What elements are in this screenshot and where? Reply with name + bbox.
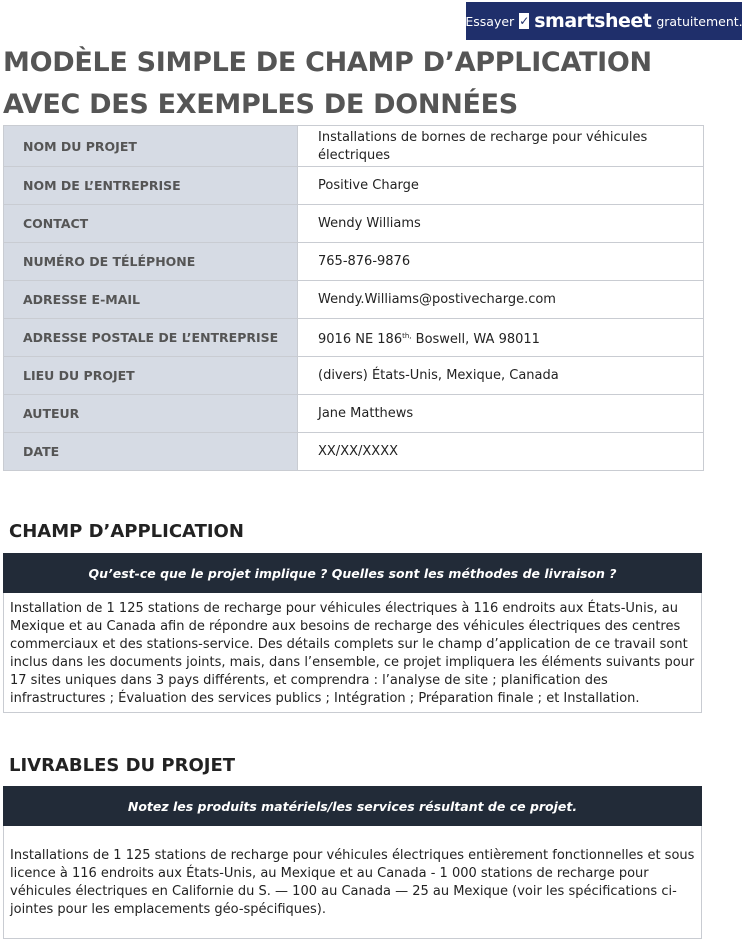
table-row: [4, 167, 704, 205]
table-row: [4, 395, 704, 433]
row-value: Wendy.Williams@postivecharge.com: [298, 281, 704, 319]
table-row: [4, 433, 704, 471]
banner-post-text: gratuitement.: [656, 13, 743, 29]
row-label: NUMÉRO DE TÉLÉPHONE: [4, 243, 298, 281]
row-value: 765-876-9876: [298, 243, 704, 281]
row-value: XX/XX/XXXX: [298, 433, 704, 471]
row-value: Installations de bornes de recharge pour véhicules électriques: [298, 126, 704, 167]
row-value: Wendy Williams: [298, 205, 704, 243]
address-street: 9016 NE 186: [318, 331, 403, 347]
table-row: [4, 243, 704, 281]
deliverables-heading: LIVRABLES DU PROJET: [9, 755, 236, 776]
row-value: [298, 319, 704, 357]
row-value: Jane Matthews: [298, 395, 704, 433]
scope-question-band: Qu’est-ce que le projet implique ? Quelles sont les méthodes de livraison ?: [3, 553, 702, 593]
project-info-table: [3, 125, 704, 471]
row-value: (divers) États-Unis, Mexique, Canada: [298, 357, 704, 395]
checkmark-icon: ✓: [519, 14, 530, 28]
address-city: Boswell, WA 98011: [411, 331, 540, 347]
smartsheet-trial-banner[interactable]: [466, 2, 742, 40]
row-label: CONTACT: [4, 205, 298, 243]
row-value: Positive Charge: [298, 167, 704, 205]
row-label: NOM DU PROJET: [4, 126, 298, 167]
row-label: LIEU DU PROJET: [4, 357, 298, 395]
table-row: [4, 319, 704, 357]
deliverables-text: Installations de 1 125 stations de recharge pour véhicules électriques entièrement fonctionnelles et sous licence à 116 endroits aux États-Unis, au Mexique et au Canada - 1 000 stations de recharge pour véhicules électriques en Californie du S. — 100 au Canada — 25 au Mexique (voir les spécifications ci-jointes pour les emplacements géo-spécifiques).: [3, 826, 702, 939]
address-suffix: th,: [402, 331, 412, 340]
scope-text: Installation de 1 125 stations de recharge pour véhicules électriques à 116 endroits aux États-Unis, au Mexique et au Canada afin de répondre aux besoins de recharge des véhicules électriques des centres commerciaux et des stations-service. Des détails complets sur le champ d’application de ce travail sont inclus dans les documents joints, mais, dans l’ensemble, ce projet impliquera les éléments suivants pour 17 sites uniques dans 3 pays différents, et comprendra : l’analyse de site ; planification des infrastructures ; Évaluation des services publics ; Intégration ; Préparation finale ; et Installation.: [3, 593, 702, 713]
banner-pre-text: Essayer: [465, 13, 515, 29]
row-label: ADRESSE POSTALE DE L’ENTREPRISE: [4, 319, 298, 357]
row-label: AUTEUR: [4, 395, 298, 433]
row-label: NOM DE L’ENTREPRISE: [4, 167, 298, 205]
deliverables-question-band: Notez les produits matériels/les services résultant de ce projet.: [3, 786, 702, 826]
table-row: [4, 281, 704, 319]
scope-heading: CHAMP D’APPLICATION: [9, 521, 244, 542]
table-row: [4, 126, 704, 167]
table-row: [4, 357, 704, 395]
row-label: ADRESSE E-MAIL: [4, 281, 298, 319]
page-title: MODÈLE SIMPLE DE CHAMP D’APPLICATION AVEC DES EXEMPLES DE DONNÉES: [3, 47, 652, 120]
smartsheet-logo: smartsheet: [534, 10, 652, 32]
table-row: [4, 205, 704, 243]
row-label: DATE: [4, 433, 298, 471]
